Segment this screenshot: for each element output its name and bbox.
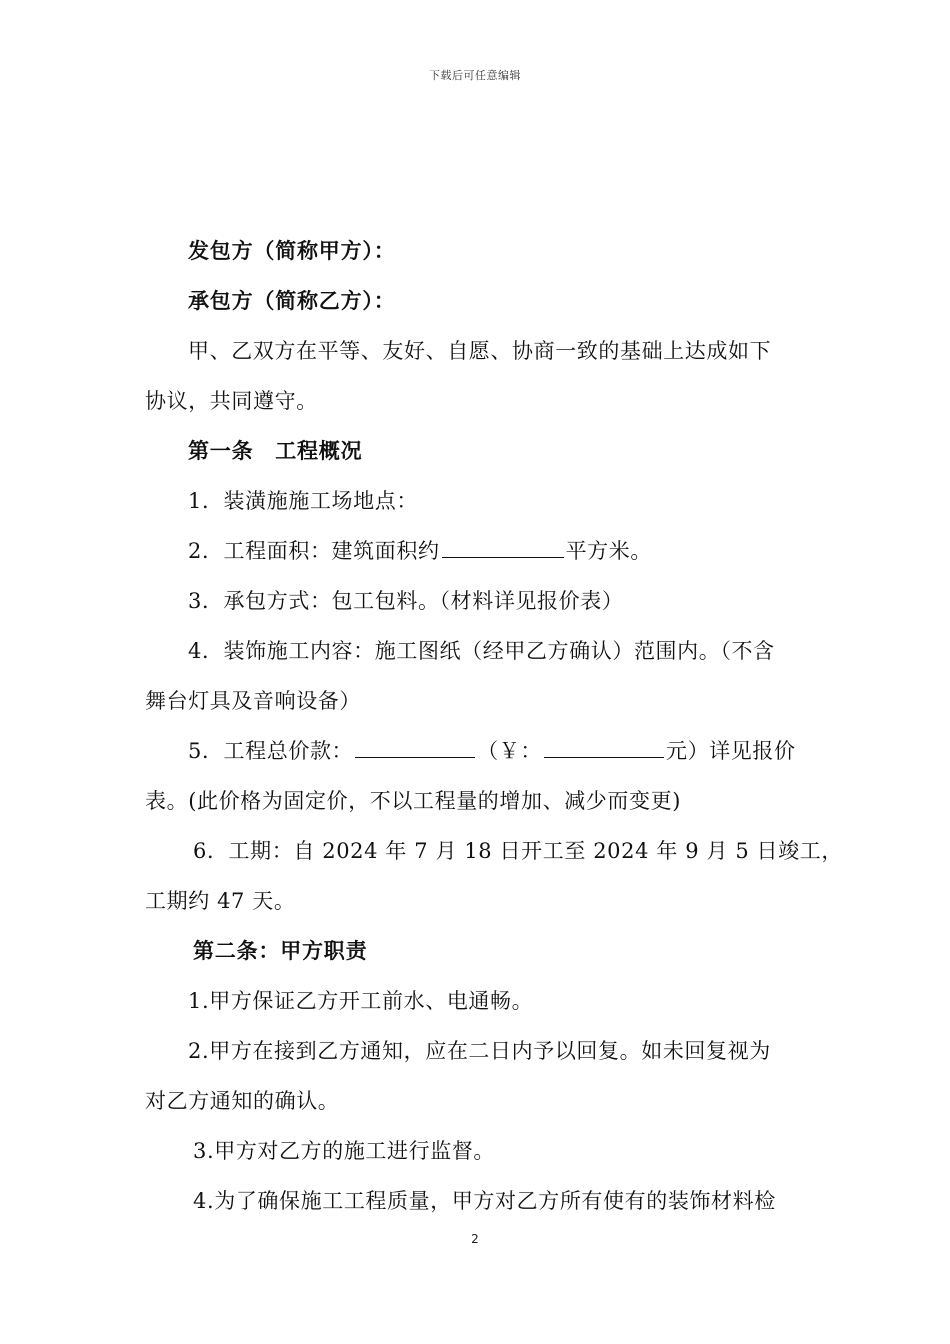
article-2-item-4-line-1: 4.为了确保施工工程质量，甲方对乙方所有使有的装饰材料检 [193,1189,776,1213]
article-1-item-5-line-2: 表。(此价格为固定价，不以工程量的增加、减少而变更) [145,789,681,813]
article-2-item-3: 3.甲方对乙方的施工进行监督。 [193,1139,496,1163]
article-1-item-4-line-1: 4．装饰施工内容：施工图纸（经甲乙方确认）范围内。（不含 [188,639,775,663]
total-price-blank-field [355,737,475,758]
area-blank-field [442,537,564,558]
article-1-title: 第一条 工程概况 [188,439,363,463]
article-2-item-2-line-1: 2.甲方在接到乙方通知，应在二日内予以回复。如未回复视为 [188,1039,771,1063]
price-unit-note: 元）详见报价 [665,739,796,763]
total-price-label: 5．工程总价款： [188,739,354,763]
article-1-item-4-line-2: 舞台灯具及音响设备） [145,689,361,713]
article-1-item-6-line-2: 工期约 47 天。 [145,889,296,913]
article-2-title: 第二条：甲方职责 [193,939,368,963]
article-1-item-1: 1．装潢施施工场地点： [188,489,418,513]
article-1-item-2 [188,536,810,566]
intro-line-1: 甲、乙双方在平等、友好、自愿、协商一致的基础上达成如下 [188,339,772,363]
article-2-item-1: 1.甲方保证乙方开工前水、电通畅。 [188,989,534,1013]
area-label: 2．工程面积：建筑面积约 [188,539,440,563]
article-1-item-5-line-1 [188,736,810,766]
area-unit: 平方米。 [565,539,652,563]
rmb-label: （￥： [477,739,542,763]
article-2-item-2-line-2: 对乙方通知的确认。 [145,1089,340,1113]
article-1-item-3: 3．承包方式：包工包料。（材料详见报价表） [188,589,624,613]
page-number: 2 [471,1232,479,1246]
article-1-item-6-line-1: 6．工期：自 2024 年 7 月 18 日开工至 2024 年 9 月 5 日竣工， [193,839,843,863]
intro-line-2: 协议，共同遵守。 [145,389,318,413]
party-a-line: 发包方（简称甲方）： [188,239,396,263]
party-b-line: 承包方（简称乙方）： [188,289,396,313]
header-note: 下载后可任意编辑 [429,69,521,82]
rmb-blank-field [544,737,664,758]
